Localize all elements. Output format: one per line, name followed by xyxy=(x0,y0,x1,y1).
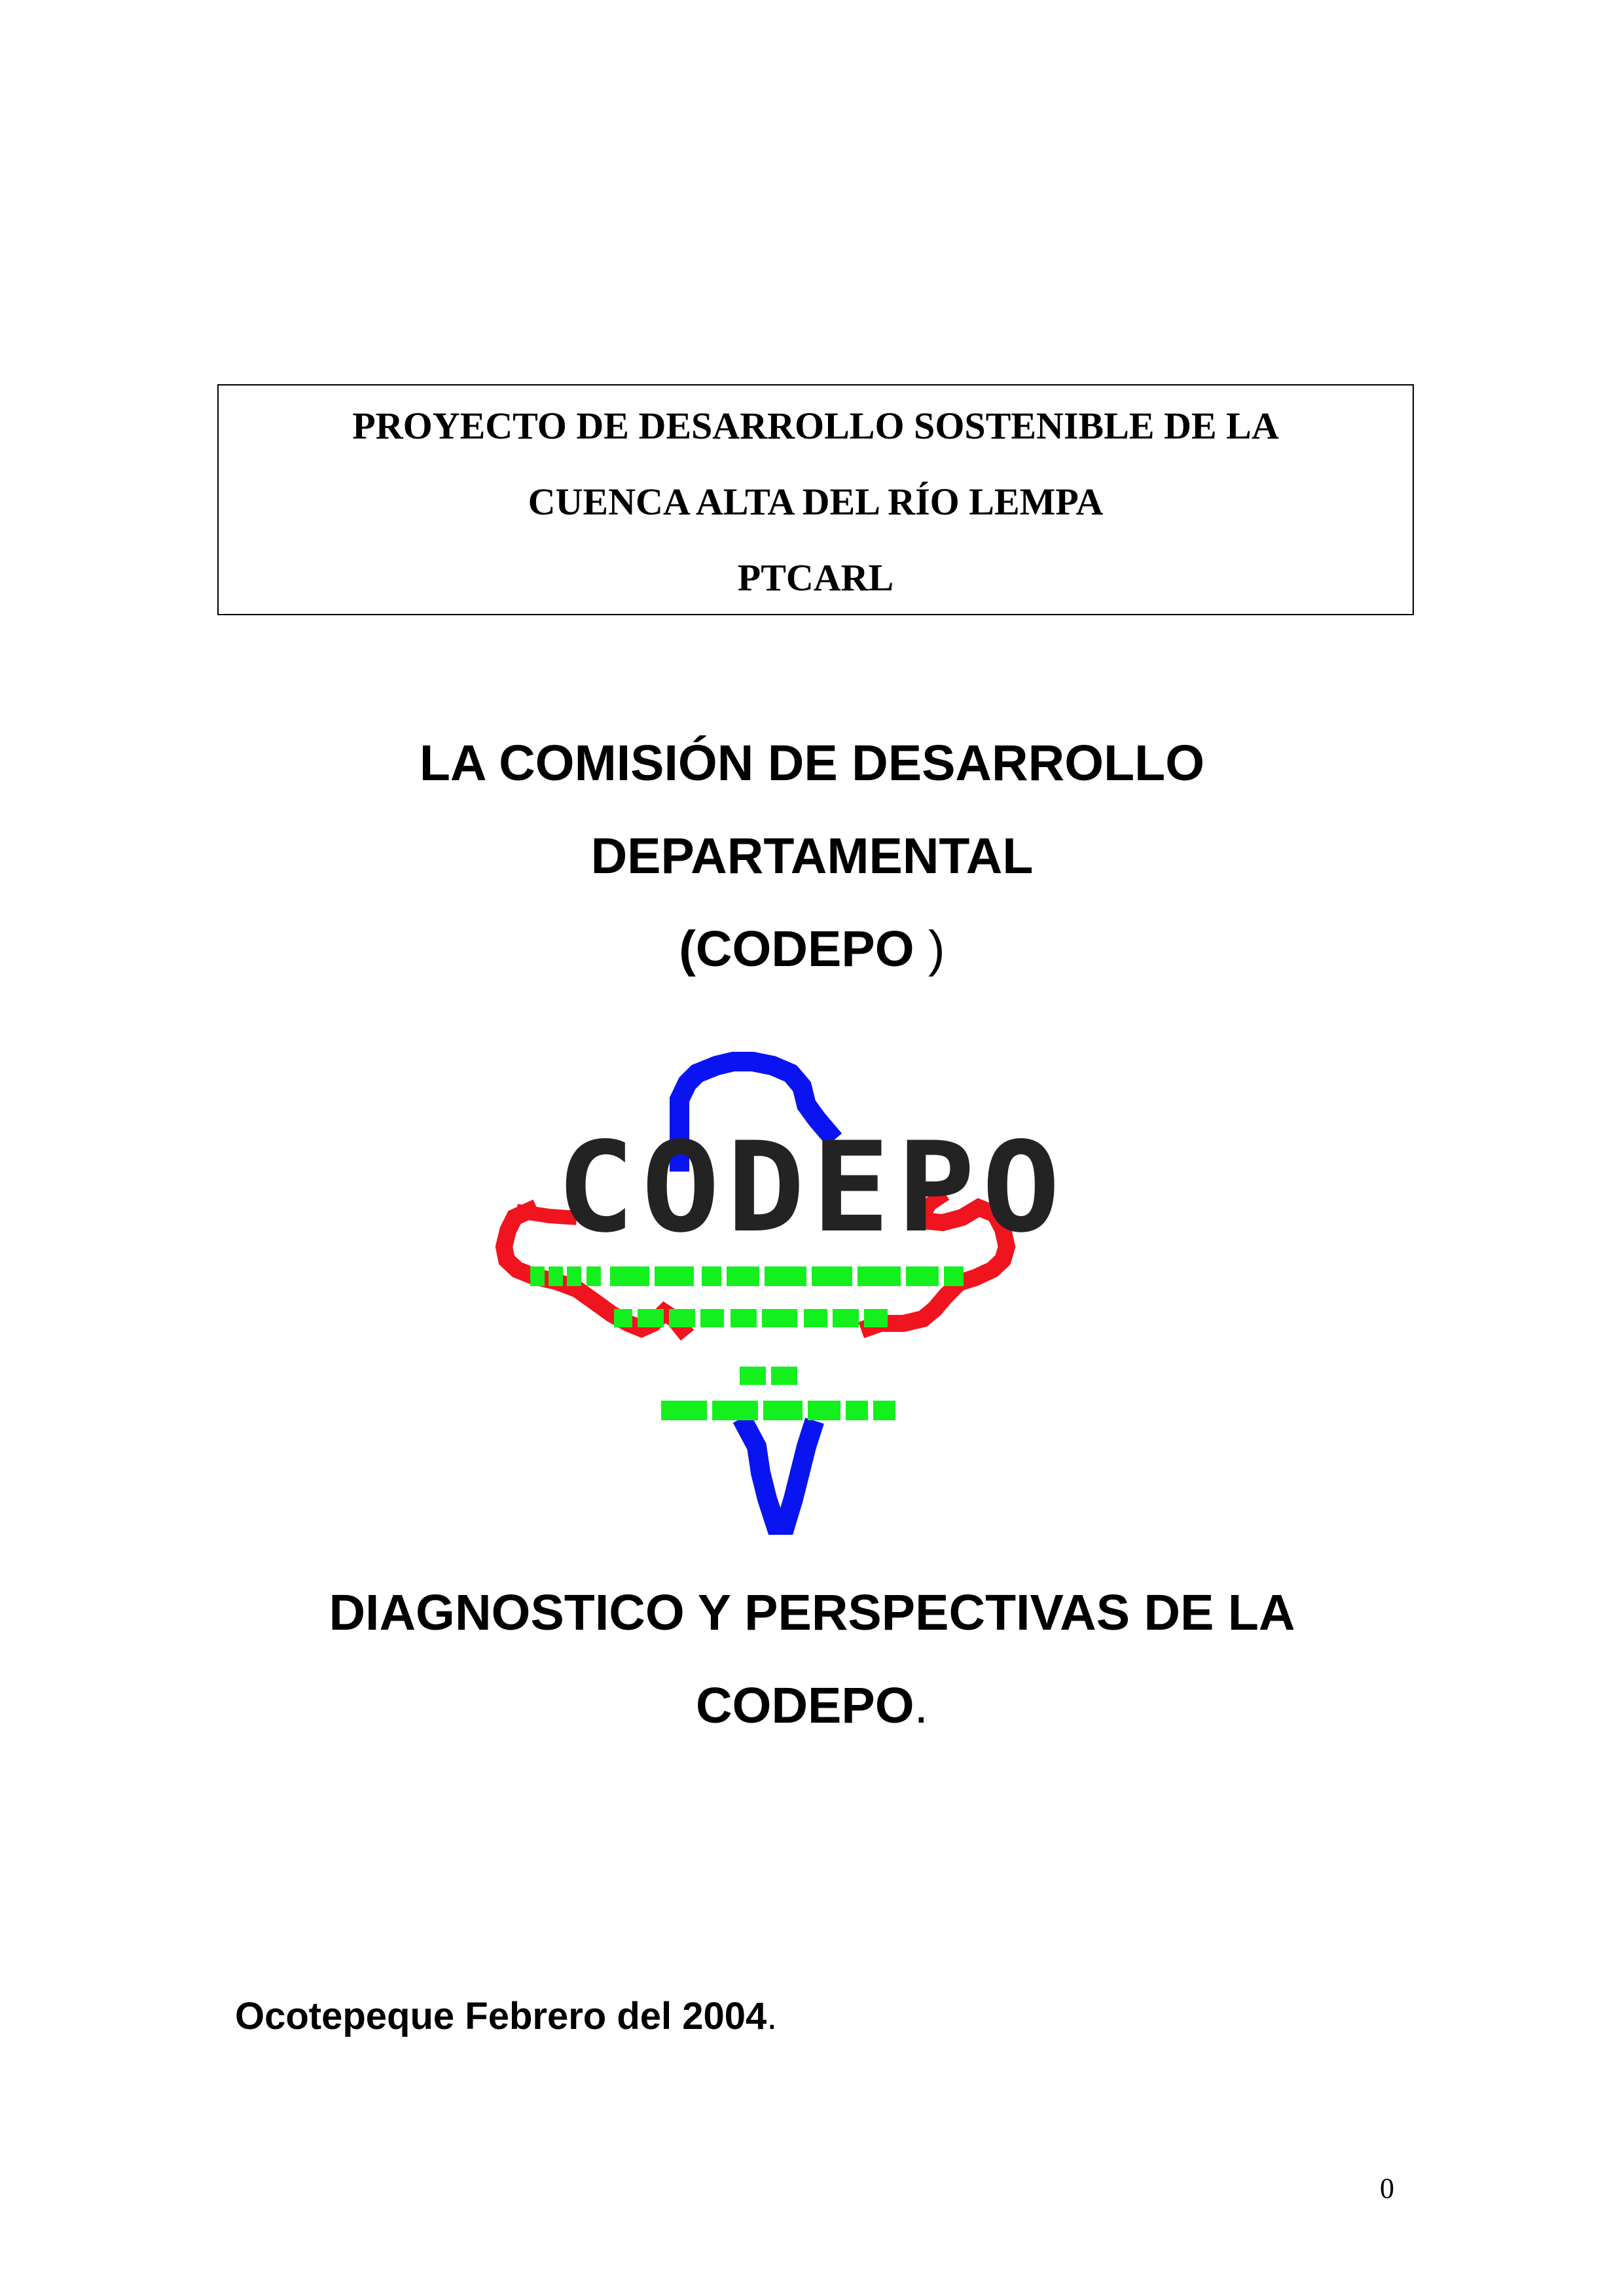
place-date-text: Ocotepeque Febrero del 2004 xyxy=(235,1995,767,2037)
logo-subtext xyxy=(529,1265,981,1420)
place-and-date xyxy=(235,1995,778,2037)
logo-subtext-row-4 xyxy=(661,1401,895,1420)
logo-subtext-row-2 xyxy=(614,1309,888,1327)
project-title-line-1: PROYECTO DE DESARROLLO SOSTENIBLE DE LA xyxy=(352,404,1279,447)
place-date-period: . xyxy=(767,1995,778,2037)
logo-subtext-row-3 xyxy=(740,1367,797,1385)
logo-wordmark: CODEPO xyxy=(556,1115,1067,1260)
project-title-box xyxy=(217,384,1414,615)
main-title-acronym: (CODEPO xyxy=(679,921,929,977)
logo-subtext-row-1 xyxy=(529,1265,981,1288)
project-title-line-2: CUENCA ALTA DEL RÍO LEMPA xyxy=(528,480,1104,523)
page-number: 0 xyxy=(1380,2172,1394,2204)
main-title-line-2: DEPARTAMENTAL xyxy=(590,828,1034,884)
subtitle-line-1: DIAGNOSTICO Y PERSPECTIVAS DE LA xyxy=(329,1585,1295,1641)
logo-bottom-point xyxy=(746,1427,812,1525)
subtitle-line-2 xyxy=(0,1677,1624,1734)
subtitle-acronym: CODEPO xyxy=(695,1677,914,1734)
main-title-line-1: LA COMISIÓN DE DESARROLLO xyxy=(419,735,1205,791)
project-title-line-3: PTCARL xyxy=(737,556,894,599)
codepo-logo xyxy=(471,1021,1152,1551)
main-title-closing-paren: ) xyxy=(928,921,945,977)
subtitle-period: . xyxy=(914,1677,929,1734)
main-title-line-3 xyxy=(0,921,1624,977)
